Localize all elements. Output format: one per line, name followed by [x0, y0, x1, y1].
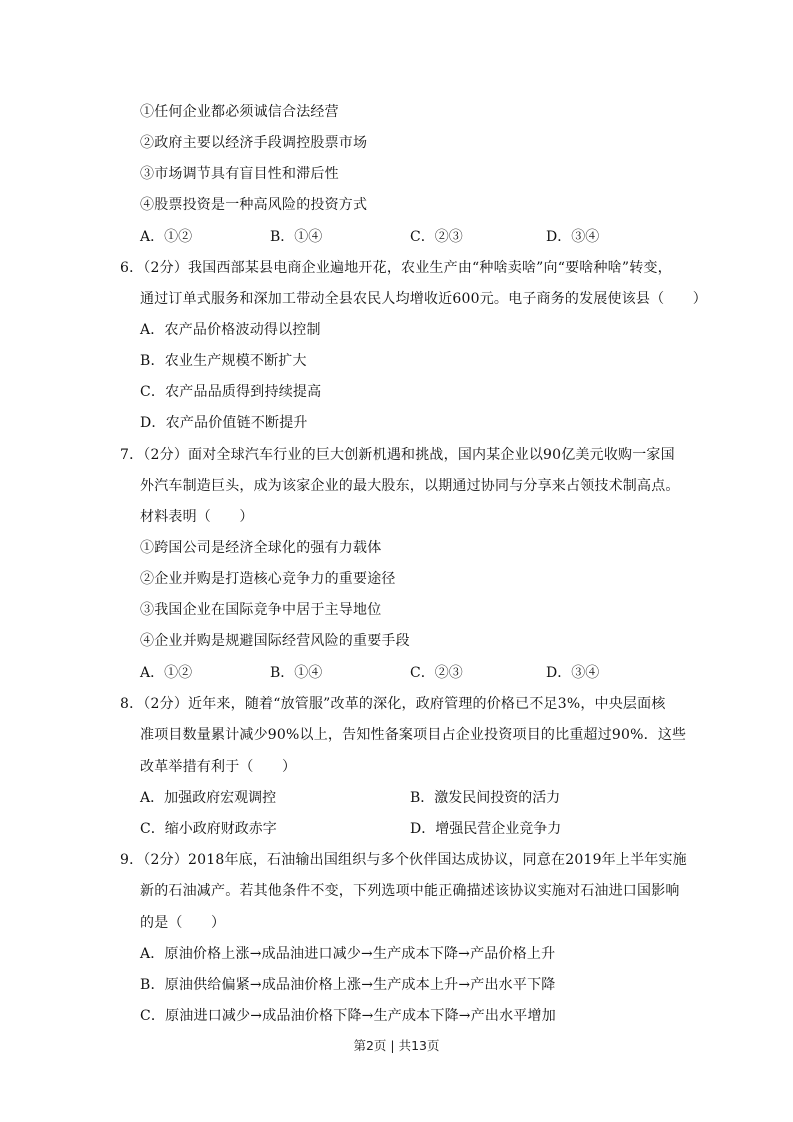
q8-stem-line-3: 改革举措有利于（ ） [140, 759, 297, 775]
page-footer: 第2页 | 共13页 [353, 1038, 440, 1053]
q9-stem-line-2: 新的石油减产。若其他条件不变，下列选项中能正确描述该协议实施对石油进口国影响 [140, 883, 680, 899]
q7-options [140, 663, 660, 683]
q5-statement-4: ④股票投资是一种高风险的投资方式 [140, 197, 368, 213]
q5-statement-1: ①任何企业都必须诚信合法经营 [140, 104, 339, 120]
q9-stem-line-3: 的是（ ） [140, 915, 226, 931]
q7-option-c: C．②③ [410, 665, 463, 681]
q7-option-d: D．③④ [546, 665, 600, 681]
q6-stem-line-1: 6．（2分）我国西部某县电商企业遍地开花，农业生产由“种啥卖啥”向“要啥种啥”转变， [120, 260, 672, 276]
q5-option-a: A．①② [140, 229, 193, 245]
q8-options-row-2 [140, 819, 660, 839]
q8-option-a: A．加强政府宏观调控 [140, 790, 277, 806]
q7-stem-line-2: 外汽车制造巨头，成为该家企业的最大股东，以期通过协同与分享来占领技术制高点。 [140, 478, 680, 494]
q7-statement-2: ②企业并购是打造核心竞争力的重要途径 [140, 571, 396, 587]
q8-options-row-1 [140, 788, 660, 808]
q6-option-b: B．农业生产规模不断扩大 [140, 353, 307, 369]
q5-statement-2: ②政府主要以经济手段调控股票市场 [140, 135, 368, 151]
q6-stem-line-2: 通过订单式服务和深加工带动全县农民人均增收近600元。电子商务的发展使该县（ ） [140, 291, 707, 307]
q8-option-c: C．缩小政府财政赤字 [140, 821, 277, 837]
q9-option-c: C．原油进口减少→成品油价格下降→生产成本下降→产出水平增加 [140, 1008, 556, 1024]
q8-stem-line-2: 准项目数量累计减少90%以上，告知性备案项目占企业投资项目的比重超过90%．这些 [140, 727, 687, 743]
q8-option-b: B．激发民间投资的活力 [410, 790, 561, 806]
q7-option-b: B．①④ [270, 665, 323, 681]
q9-option-a: A．原油价格上涨→成品油进口减少→生产成本下降→产品价格上升 [140, 946, 556, 962]
q9-option-b: B．原油供给偏紧→成品油价格上涨→生产成本上升→产出水平下降 [140, 977, 556, 993]
q8-stem-line-1: 8．（2分）近年来，随着“放管服”改革的深化，政府管理的价格已不足3%，中央层面核 [120, 696, 666, 712]
q7-stem-line-1: 7．（2分）面对全球汽车行业的巨大创新机遇和挑战，国内某企业以90亿美元收购一家国 [120, 447, 675, 463]
q5-option-c: C．②③ [410, 229, 463, 245]
q7-stem-line-3: 材料表明（ ） [140, 509, 254, 525]
q5-options [140, 227, 660, 247]
q7-statement-3: ③我国企业在国际竞争中居于主导地位 [140, 602, 382, 618]
q6-option-c: C．农产品品质得到持续提高 [140, 384, 322, 400]
q7-option-a: A．①② [140, 665, 193, 681]
q9-stem-line-1: 9．（2分）2018年底，石油输出国组织与多个伙伴国达成协议，同意在2019年上半年实施 [120, 852, 687, 868]
q5-option-d: D．③④ [546, 229, 600, 245]
q7-statement-1: ①跨国公司是经济全球化的强有力载体 [140, 540, 382, 556]
q6-option-a: A．农产品价格波动得以控制 [140, 322, 321, 338]
q5-statement-3: ③市场调节具有盲目性和滞后性 [140, 166, 339, 182]
q6-option-d: D．农产品价值链不断提升 [140, 415, 308, 431]
q7-statement-4: ④企业并购是规避国际经营风险的重要手段 [140, 633, 410, 649]
q8-option-d: D．增强民营企业竞争力 [410, 821, 562, 837]
q5-option-b: B．①④ [270, 229, 323, 245]
